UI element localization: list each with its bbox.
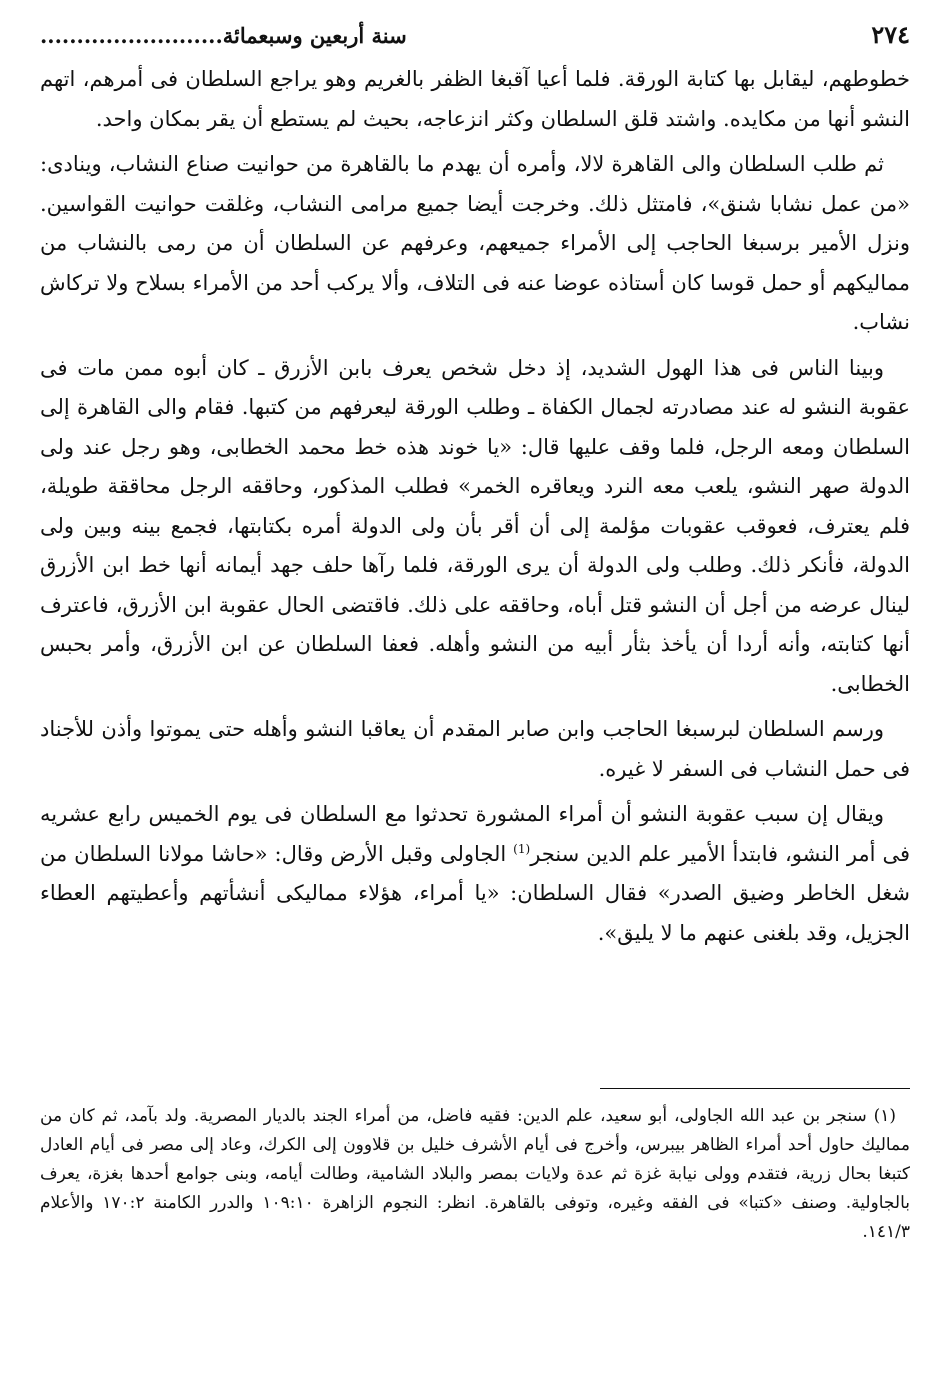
footnote (40, 1102, 910, 1247)
paragraph: ثم طلب السلطان والى القاهرة لالا، وأمره أن يهدم ما بالقاهرة من حوانيت صناع النشاب، وينادى: «من عمل نشابا شنق»، فامتثل ذلك. وخرجت أيضا جميع مرامى النشاب، وغلقت حوانيت القواسين. ونزل الأمير برسبغا الحاجب إلى الأمراء جميعهم، وعرفهم عن السلطان أن من رمى بالنشاب من مماليكهم أو حمل قوسا كان أستاذه عوضا عنه فى التلاف، وألا يركب أحد من الأمراء بسلاح ولا تركاش نشاب. (40, 152, 910, 334)
footnote-reference[interactable]: (1) (513, 841, 531, 856)
running-head (40, 20, 910, 60)
paragraph: خطوطهم، ليقابل بها كتابة الورقة. فلما أعيا آقبغا الظفر بالغريم وهو يراجع السلطان فى أمرهم، اتهم النشو أنها من مكايده. واشتد قلق السلطان وكثر انزعاجه، بحيث لم يستطع أن يقر بمكان واحد. (40, 67, 910, 131)
paragraph-text: ويقال إن سبب عقوبة النشو أن أمراء المشورة تحدثوا مع السلطان فى يوم الخميس رابع عشريه فى أمر النشو، فابتدأ الأمير علم الدين سنجر (40, 802, 910, 866)
running-title: سنة أربعين وسبعمائة......................... (40, 23, 407, 48)
main-text (40, 60, 910, 953)
book-page (40, 20, 910, 1360)
footnote-text: (١) سنجر بن عبد الله الجاولى، أبو سعيد، علم الدين: فقيه فاضل، من أمراء الجند بالديار المصرية. ولد بآمد، ثم كان من مماليك حاول أحد أمراء الظاهر بيبرس، وأخرج فى أيام الأشرف خليل بن قلاوون إلى الكرك، وعاد إلى مصر فى أيام العادل كتبغا بحال زرية، فتقدم وولى نيابة غزة ثم عدة ولايات بمصر والبلاد الشامية، وطالت أيامه، وبنى جوامع أحدها بغزة، يعرف بالجاولية. وصنف «كتبا» فى الفقه وغيره، وتوفى بالقاهرة. انظر: النجوم الزاهرة ١٠٩:١٠ والدرر الكامنة ١٧٠:٢ والأعلام ١٤١/٣. (40, 1106, 910, 1242)
paragraph: ورسم السلطان لبرسبغا الحاجب وابن صابر المقدم أن يعاقبا النشو وأهله حتى يموتوا وأذن للأجناد فى حمل النشاب فى السفر لا غيره. (40, 717, 910, 781)
paragraph-text: الجاولى وقبل الأرض وقال: «حاشا مولانا السلطان من شغل الخاطر وضيق الصدر» فقال السلطان: «يا أمراء، هؤلاء مماليكى أنشأتهم وأعطيتهم العطاء الجزيل، وقد بلغنى عنهم ما لا يليق». (40, 841, 910, 945)
footnote-divider (600, 1088, 910, 1089)
paragraph (40, 795, 910, 953)
paragraph: وبينا الناس فى هذا الهول الشديد، إذ دخل شخص يعرف بابن الأزرق ـ كان أبوه ممن مات فى عقوبة النشو له عند مصادرته لجمال الكفاة ـ وطلب الورقة ليعرفهم من كتبها. فقام والى القاهرة إلى السلطان ومعه الرجل، فلما وقف عليها قال: «يا خوند هذه خط محمد الخطابى، وهو رجل عند ولى الدولة صهر النشو، يلعب معه النرد ويعاقره الخمر» فطلب المذكور، وحاققه الرجل محاققة طويلة، فلم يعترف، فعوقب عقوبات مؤلمة إلى أن أقر بأن ولى الدولة أمره بكتابتها، فجمع بينه وبين ولى الدولة، فأنكر ذلك. وطلب ولى الدولة أن يرى الورقة، فلما رآها حلف جهد أيمانه أنها خط ابن الأزرق لينال عرضه من أجل أن النشو قتل أباه، وحاققه على ذلك. فاقتضى الحال عقوبة ابن الأزرق، فاعترف أنها كتابته، وأنه أردا أن يأخذ بثأر أبيه من النشو وأهله. فعفا السلطان عن ابن الأزرق، وأمر بحبس الخطابى. (40, 355, 910, 696)
page-number: ٢٧٤ (871, 20, 910, 49)
